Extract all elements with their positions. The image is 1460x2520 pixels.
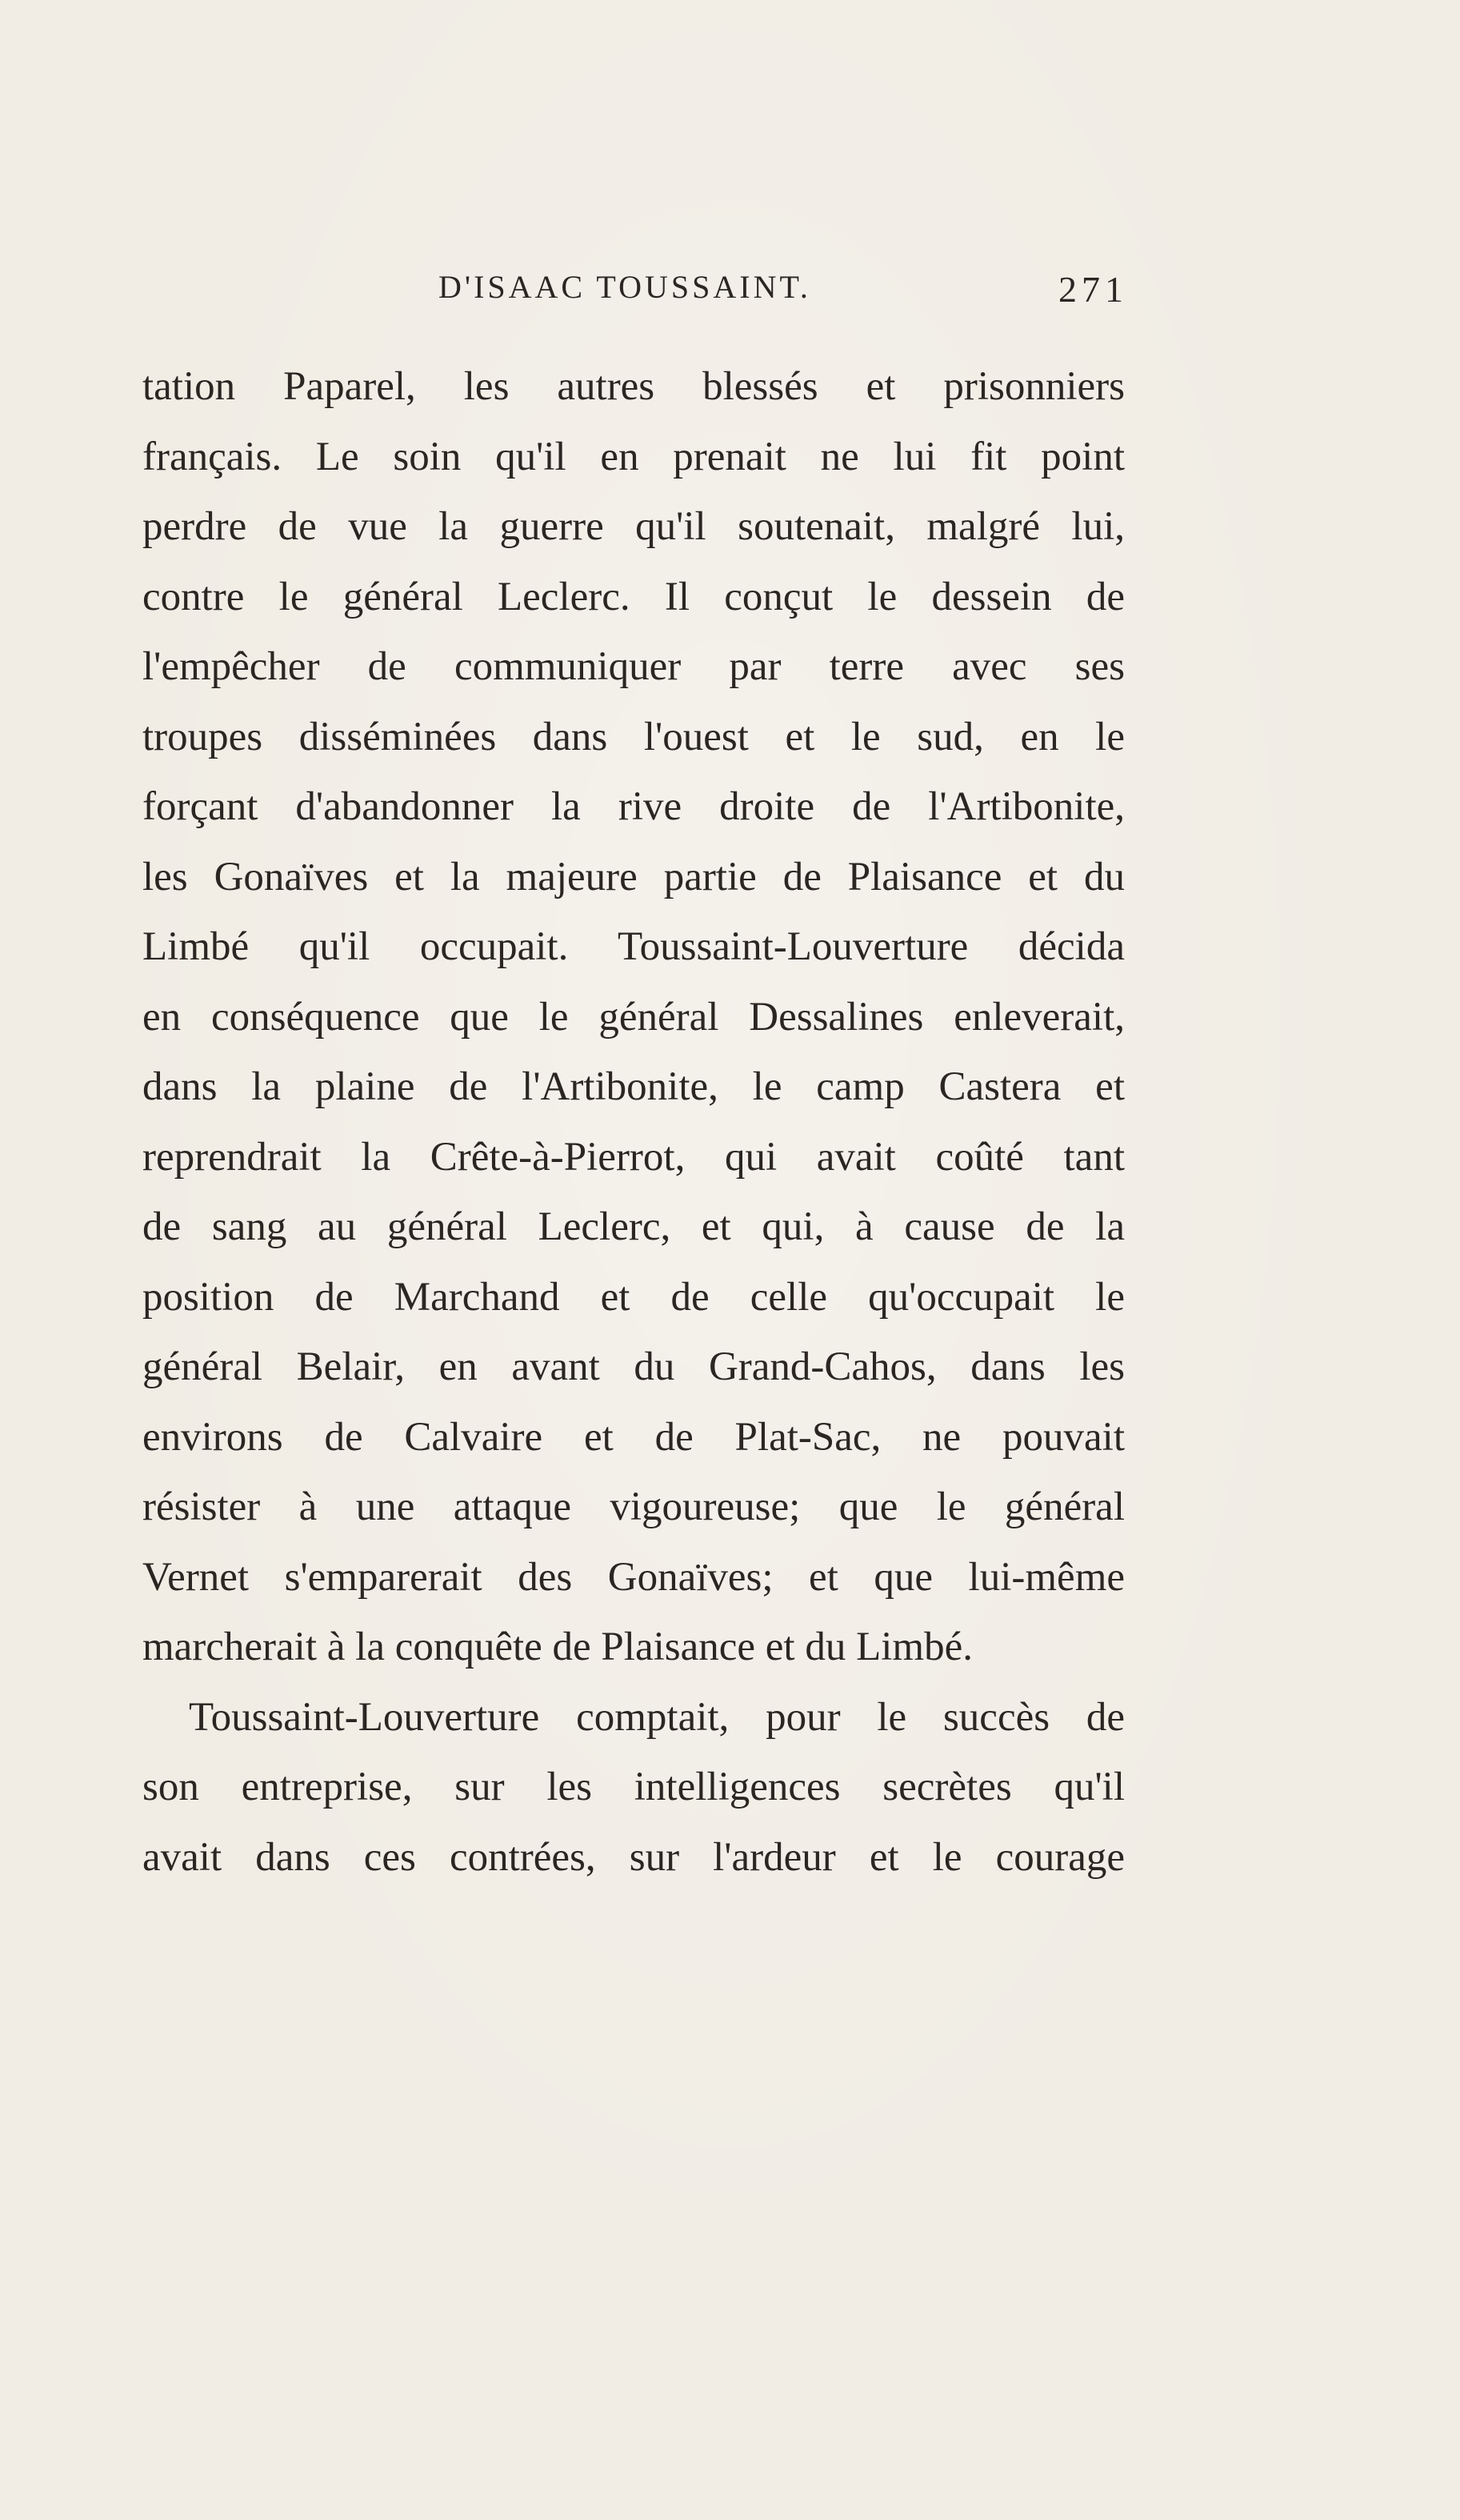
text-line: Limbé qu'il occupait. Toussaint-Louverture décida	[142, 924, 1125, 969]
text-line: avait dans ces contrées, sur l'ardeur et le courage	[142, 1834, 1125, 1880]
text-line: perdre de vue la guerre qu'il soutenait, malgré lui,	[142, 504, 1125, 549]
text-line: troupes disséminées dans l'ouest et le sud, en le	[142, 714, 1125, 759]
text-line: marcherait à la conquête de Plaisance et du Limbé.	[142, 1625, 973, 1669]
text-line: tation Paparel, les autres blessés et prisonniers	[142, 364, 1125, 409]
running-title: D'ISAAC TOUSSAINT.	[438, 269, 811, 305]
text-line: contre le général Leclerc. Il conçut le dessein de	[142, 574, 1125, 619]
text-line: dans la plaine de l'Artibonite, le camp Castera et	[142, 1064, 1125, 1109]
paragraph-start-line: Toussaint-Louverture comptait, pour le succès de	[189, 1694, 1125, 1740]
text-line: résister à une attaque vigoureuse; que le général	[142, 1484, 1125, 1529]
text-line: environs de Calvaire et de Plat-Sac, ne pouvait	[142, 1414, 1125, 1460]
body-text	[142, 352, 1125, 1893]
text-line: en conséquence que le général Dessalines enleverait,	[142, 994, 1125, 1040]
text-line: reprendrait la Crête-à-Pierrot, qui avait coûté tant	[142, 1134, 1125, 1180]
page-number: 271	[1058, 269, 1128, 310]
running-head	[0, 268, 1460, 316]
text-line: Vernet s'emparerait des Gonaïves; et que lui-même	[142, 1554, 1125, 1600]
text-line: l'empêcher de communiquer par terre avec ses	[142, 644, 1125, 689]
text-line: forçant d'abandonner la rive droite de l'Artibonite,	[142, 784, 1125, 829]
text-line: position de Marchand et de celle qu'occupait le	[142, 1274, 1125, 1320]
text-line: général Belair, en avant du Grand-Cahos, dans les	[142, 1344, 1125, 1389]
text-line: français. Le soin qu'il en prenait ne lui fit point	[142, 434, 1125, 479]
text-line: les Gonaïves et la majeure partie de Plaisance et du	[142, 854, 1125, 899]
text-line: de sang au général Leclerc, et qui, à cause de la	[142, 1204, 1125, 1249]
text-line: son entreprise, sur les intelligences secrètes qu'il	[142, 1765, 1125, 1809]
